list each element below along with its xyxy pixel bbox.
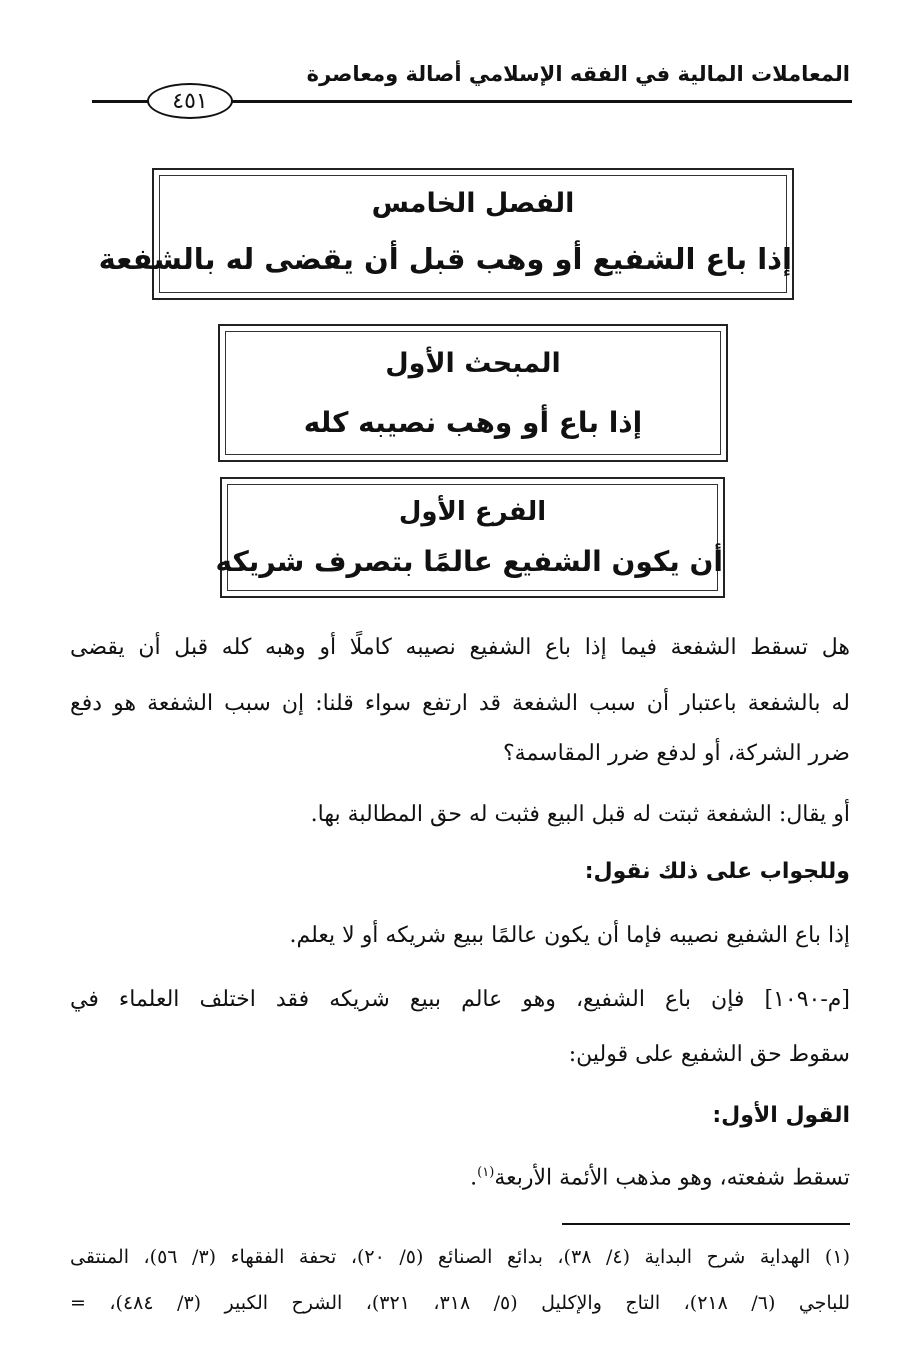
- footnote-line: للباجي (٦/ ٢١٨)، التاج والإكليل (٥/ ٣١٨، ٣٢١)، الشرح الكبير (٣/ ٤٨٤)، =: [70, 1292, 850, 1314]
- branch-subtitle: أن يكون الشفيع عالمًا بتصرف شريكه: [215, 545, 723, 578]
- running-title: المعاملات المالية في الفقه الإسلامي أصالة ومعاصرة: [306, 62, 850, 86]
- paragraph-line: وللجواب على ذلك نقول:: [584, 859, 850, 884]
- chapter-title: الفصل الخامس: [371, 188, 575, 219]
- section-subtitle: إذا باع أو وهب نصيبه كله: [303, 406, 643, 439]
- paragraph-line: ضرر الشركة، أو لدفع ضرر المقاسمة؟: [502, 741, 850, 766]
- paragraph-line: له بالشفعة باعتبار أن سبب الشفعة قد ارتفع سواء قلنا: إن سبب الشفعة هو دفع: [70, 691, 850, 716]
- branch-title: الفرع الأول: [398, 497, 547, 527]
- paragraph-line: [م-١٠٩٠] فإن باع الشفيع، وهو عالم ببيع شريكه فقد اختلف العلماء في: [70, 987, 850, 1012]
- section-title: المبحث الأول: [385, 348, 561, 379]
- footnote-reference: (١): [477, 1165, 495, 1180]
- branch-heading-box: [215, 477, 725, 598]
- paragraph-line: أو يقال: الشفعة ثبتت له قبل البيع فثبت له حق المطالبة بها.: [310, 802, 850, 827]
- paragraph-end: .: [470, 1165, 478, 1191]
- section-heading-box: [218, 324, 728, 462]
- paragraph-line: إذا باع الشفيع نصيبه فإما أن يكون عالمًا ببيع شريكه أو لا يعلم.: [289, 923, 850, 948]
- paragraph-line: سقوط حق الشفيع على قولين:: [568, 1042, 850, 1067]
- chapter-heading-box: [98, 168, 794, 300]
- footnote-line: (١) الهداية شرح البداية (٤/ ٣٨)، بدائع الصنائع (٥/ ٢٠)، تحفة الفقهاء (٣/ ٥٦)، المنتقى: [70, 1246, 850, 1268]
- paragraph-line: [470, 1158, 850, 1193]
- page-number: ٤٥١: [147, 83, 233, 119]
- paragraph-line: القول الأول:: [712, 1103, 850, 1128]
- paragraph-line: هل تسقط الشفعة فيما إذا باع الشفيع نصيبه كاملًا أو وهبه كله قبل أن يقضى: [70, 635, 850, 660]
- paragraph-text: تسقط شفعته، وهو مذهب الأئمة الأربعة: [494, 1165, 850, 1191]
- footnote-rule: [562, 1223, 850, 1225]
- chapter-subtitle: إذا باع الشفيع أو وهب قبل أن يقضى له بالشفعة: [98, 242, 792, 276]
